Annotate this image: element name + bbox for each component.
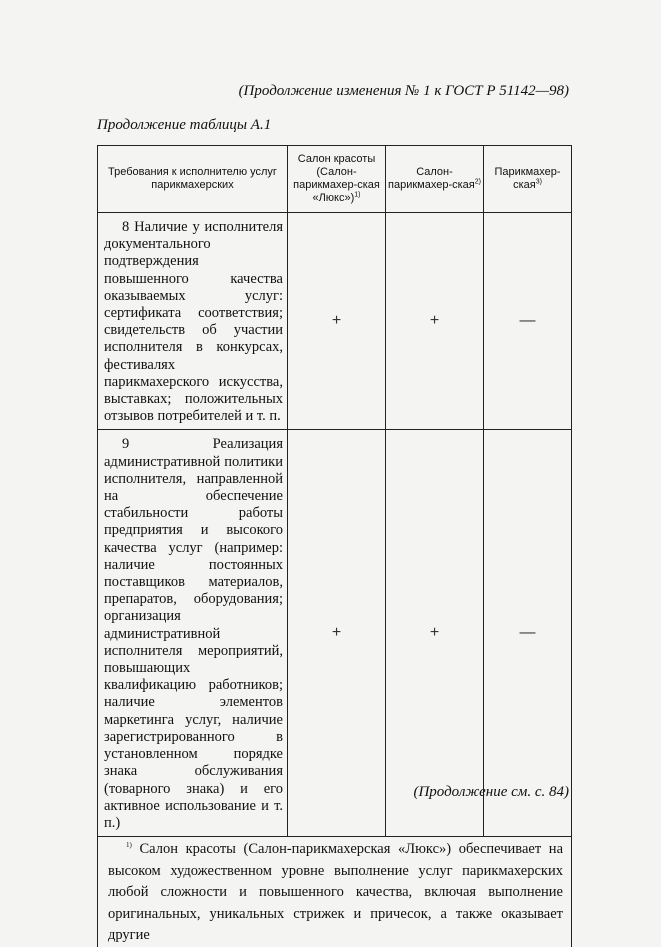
column-header-salon-lux: Салон красоты (Салон-парикмахер-ская «Люкс»)$^{1)}$	[288, 146, 386, 213]
requirement-cell: 8 Наличие у исполнителя документального подтверждения повышенного качества оказываемых услуг: сертификата соответствия; свидетельств об участии исполнителя в конкурсах, фестивалях парикмахерского искусства, выставках; положительных отзывов потребителей и т. п.	[98, 213, 288, 430]
salon-lux-mark: +	[288, 213, 386, 430]
column-header-salon: Салон-парикмахер-ская$^{2)}$	[386, 146, 484, 213]
barbershop-mark: —	[484, 213, 572, 430]
footnote-text: $^{1)}$ Салон красоты (Салон-парикмахерская «Люкс») обеспечивает на высоком художественном уровне выполнение услуг парикмахерских любой сложности и повышенного качества, включая выполнение оригинальных, уникальных стрижек и причесок, а также оказывает другие	[98, 837, 572, 947]
salon-lux-mark: +	[288, 430, 386, 837]
continuation-header: (Продолжение изменения № 1 к ГОСТ Р 51142—98)	[238, 83, 569, 99]
salon-mark: +	[386, 430, 484, 837]
column-header-requirements: Требования к исполнителю услуг парикмахерских	[98, 146, 288, 213]
column-header-barbershop: Парикмахер-ская$^{3)}$	[484, 146, 572, 213]
requirement-cell: 9 Реализация административной политики исполнителя, направленной на обеспечение стабильности работы предприятия и высокого качества услуг (например: наличие постоянных поставщиков материалов, препаратов, оборудования; организация административной исполнителя мероприятий, повышающих квалификацию работников; наличие элементов маркетинга услуг, наличие зарегистрированного в установленном порядке знака обслуживания (товарного знака) и его активное использование и т. п.)	[98, 430, 288, 837]
footnote-marker: 1)	[126, 841, 132, 850]
table-row	[98, 430, 572, 837]
table-row	[98, 213, 572, 430]
continuation-footer: (Продолжение см. с. 84)	[413, 784, 569, 800]
table-header-row	[98, 146, 572, 213]
barbershop-mark: —	[484, 430, 572, 837]
footnote-row	[98, 837, 572, 947]
table-title: Продолжение таблицы А.1	[97, 117, 272, 133]
salon-mark: +	[386, 213, 484, 430]
requirements-table	[97, 145, 572, 947]
